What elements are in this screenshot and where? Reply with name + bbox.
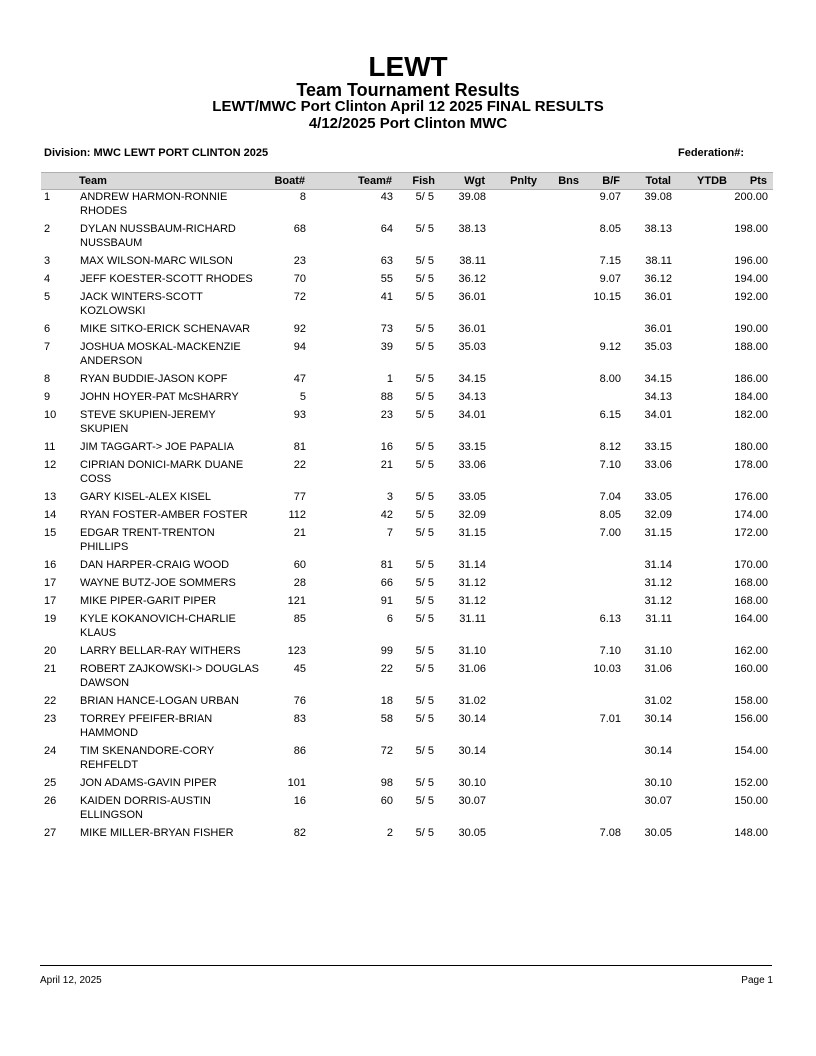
team-number-cell: 99 [380, 645, 393, 657]
points-cell: 160.00 [734, 663, 768, 675]
weight-cell: 38.13 [458, 223, 486, 235]
team-number-cell: 64 [380, 223, 393, 235]
weight-cell: 39.08 [458, 191, 486, 203]
rank-cell: 11 [44, 441, 56, 453]
team-number-cell: 21 [380, 459, 393, 471]
team-number-cell: 55 [380, 273, 393, 285]
team-name-cell: BRIAN HANCE-LOGAN URBAN [80, 695, 239, 707]
column-header-team: Team [79, 175, 107, 187]
points-cell: 176.00 [734, 491, 768, 503]
report-title: LEWT [368, 51, 448, 82]
table-row [0, 508, 816, 526]
fish-count-cell: 5/ 5 [415, 255, 434, 267]
rank-cell: 19 [44, 613, 57, 625]
table-row [0, 222, 816, 254]
team-name-cell: MIKE PIPER-GARIT PIPER [80, 595, 217, 607]
rank-cell: 10 [44, 409, 57, 421]
team-number-cell: 43 [380, 191, 393, 203]
table-row [0, 644, 816, 662]
team-number-cell: 22 [380, 663, 393, 675]
rank-cell: 13 [44, 491, 57, 503]
total-cell: 31.15 [644, 527, 672, 539]
team-number-cell: 60 [380, 795, 393, 807]
fish-count-cell: 5/ 5 [415, 827, 434, 839]
boat-number-cell: 16 [293, 795, 306, 807]
points-cell: 190.00 [734, 323, 768, 335]
boat-number-cell: 121 [287, 595, 306, 607]
points-cell: 186.00 [734, 373, 768, 385]
points-cell: 178.00 [734, 459, 768, 471]
fish-count-cell: 5/ 5 [415, 323, 434, 335]
table-row [0, 612, 816, 644]
weight-cell: 34.01 [458, 409, 486, 421]
team-number-cell: 7 [386, 527, 393, 539]
boat-number-cell: 5 [299, 391, 306, 403]
total-cell: 31.06 [644, 663, 672, 675]
weight-cell: 30.05 [458, 827, 486, 839]
fish-count-cell: 5/ 5 [415, 191, 434, 203]
fish-count-cell: 5/ 5 [415, 509, 434, 521]
table-row [0, 558, 816, 576]
weight-cell: 33.05 [458, 491, 486, 503]
total-cell: 39.08 [644, 191, 672, 203]
table-row [0, 372, 816, 390]
team-number-cell: 18 [380, 695, 393, 707]
team-name-cell: RYAN FOSTER-AMBER FOSTER [80, 509, 248, 521]
points-cell: 168.00 [734, 577, 768, 589]
team-number-cell: 63 [380, 255, 393, 267]
big-fish-cell: 7.04 [599, 491, 621, 503]
boat-number-cell: 112 [288, 509, 306, 521]
weight-cell: 30.14 [458, 745, 486, 757]
team-number-cell: 23 [380, 409, 393, 421]
points-cell: 198.00 [734, 223, 768, 235]
points-cell: 154.00 [734, 745, 768, 757]
table-row [0, 826, 816, 844]
table-row [0, 490, 816, 508]
rank-cell: 25 [44, 777, 57, 789]
points-cell: 158.00 [734, 695, 768, 707]
boat-number-cell: 101 [287, 777, 306, 789]
team-number-cell: 2 [386, 827, 393, 839]
team-name-cell: ROBERT ZAJKOWSKI-> DOUGLAS DAWSON [80, 663, 259, 689]
team-number-cell: 66 [380, 577, 393, 589]
weight-cell: 32.09 [458, 509, 486, 521]
boat-number-cell: 82 [293, 827, 306, 839]
points-cell: 196.00 [734, 255, 768, 267]
total-cell: 34.13 [644, 391, 672, 403]
team-name-cell: EDGAR TRENT-TRENTON PHILLIPS [80, 527, 215, 553]
weight-cell: 38.11 [459, 255, 486, 267]
team-name-cell: JEFF KOESTER-SCOTT RHODES [80, 273, 253, 285]
fish-count-cell: 5/ 5 [415, 223, 434, 235]
fish-count-cell: 5/ 5 [415, 613, 434, 625]
team-name-cell: ANDREW HARMON-RONNIE RHODES [80, 191, 228, 217]
total-cell: 33.05 [644, 491, 672, 503]
team-name-cell: KYLE KOKANOVICH-CHARLIE KLAUS [80, 613, 236, 639]
team-name-cell: CIPRIAN DONICI-MARK DUANE COSS [80, 459, 244, 485]
total-cell: 33.15 [644, 441, 672, 453]
points-cell: 156.00 [734, 713, 768, 725]
column-header-weight: Wgt [464, 175, 485, 187]
rank-cell: 26 [44, 795, 57, 807]
table-row [0, 458, 816, 490]
total-cell: 30.14 [644, 745, 672, 757]
column-header-team-number: Team# [357, 175, 392, 187]
boat-number-cell: 93 [293, 409, 306, 421]
report-subtitle: Team Tournament Results [296, 80, 520, 100]
boat-number-cell: 68 [293, 223, 306, 235]
table-row [0, 744, 816, 776]
team-number-cell: 6 [386, 613, 393, 625]
boat-number-cell: 92 [293, 323, 306, 335]
big-fish-cell: 8.05 [599, 223, 621, 235]
team-name-cell: WAYNE BUTZ-JOE SOMMERS [80, 577, 236, 589]
team-number-cell: 1 [386, 373, 393, 385]
boat-number-cell: 60 [293, 559, 306, 571]
team-name-cell: JACK WINTERS-SCOTT KOZLOWSKI [80, 291, 203, 317]
total-cell: 32.09 [644, 509, 672, 521]
fish-count-cell: 5/ 5 [415, 795, 434, 807]
rank-cell: 15 [44, 527, 57, 539]
points-cell: 200.00 [734, 191, 768, 203]
boat-number-cell: 81 [293, 441, 306, 453]
boat-number-cell: 70 [293, 273, 306, 285]
boat-number-cell: 45 [293, 663, 306, 675]
weight-cell: 31.12 [458, 577, 486, 589]
table-row [0, 440, 816, 458]
fish-count-cell: 5/ 5 [415, 291, 434, 303]
weight-cell: 31.12 [458, 595, 486, 607]
boat-number-cell: 8 [299, 191, 306, 203]
total-cell: 30.05 [644, 827, 672, 839]
weight-cell: 31.06 [458, 663, 486, 675]
boat-number-cell: 123 [287, 645, 306, 657]
fish-count-cell: 5/ 5 [415, 595, 434, 607]
points-cell: 148.00 [734, 827, 768, 839]
big-fish-cell: 6.13 [599, 613, 621, 625]
big-fish-cell: 7.10 [599, 459, 621, 471]
team-number-cell: 42 [380, 509, 393, 521]
table-row [0, 712, 816, 744]
total-cell: 33.06 [644, 459, 672, 471]
big-fish-cell: 6.15 [599, 409, 621, 421]
rank-cell: 23 [44, 713, 57, 725]
table-row [0, 254, 816, 272]
column-header-penalty: Pnlty [510, 175, 537, 187]
total-cell: 38.13 [644, 223, 672, 235]
rank-cell: 1 [44, 191, 51, 203]
table-row [0, 408, 816, 440]
big-fish-cell: 8.05 [599, 509, 621, 521]
column-header-boat: Boat# [274, 175, 305, 187]
table-row [0, 272, 816, 290]
team-name-cell: KAIDEN DORRIS-AUSTIN ELLINGSON [80, 795, 211, 821]
big-fish-cell: 8.12 [599, 441, 621, 453]
boat-number-cell: 22 [293, 459, 306, 471]
points-cell: 170.00 [734, 559, 768, 571]
fish-count-cell: 5/ 5 [415, 695, 434, 707]
team-number-cell: 73 [380, 323, 393, 335]
page-number: Page 1 [741, 975, 773, 986]
team-name-cell: MIKE SITKO-ERICK SCHENAVAR [80, 323, 251, 335]
points-cell: 188.00 [734, 341, 768, 353]
total-cell: 31.12 [644, 595, 672, 607]
boat-number-cell: 77 [293, 491, 306, 503]
total-cell: 31.12 [644, 577, 672, 589]
rank-cell: 16 [44, 559, 57, 571]
boat-number-cell: 28 [293, 577, 306, 589]
boat-number-cell: 21 [293, 527, 306, 539]
team-name-cell: JOSHUA MOSKAL-MACKENZIE ANDERSON [80, 341, 241, 367]
points-cell: 180.00 [734, 441, 768, 453]
fish-count-cell: 5/ 5 [415, 491, 434, 503]
big-fish-cell: 10.15 [593, 291, 621, 303]
fish-count-cell: 5/ 5 [415, 273, 434, 285]
team-number-cell: 81 [380, 559, 393, 571]
team-name-cell: MAX WILSON-MARC WILSON [80, 255, 233, 267]
total-cell: 31.10 [644, 645, 672, 657]
event-date-location: 4/12/2025 Port Clinton MWC [308, 115, 508, 132]
weight-cell: 36.01 [458, 291, 486, 303]
big-fish-cell: 7.00 [599, 527, 621, 539]
weight-cell: 30.07 [458, 795, 486, 807]
rank-cell: 12 [44, 459, 57, 471]
weight-cell: 30.10 [458, 777, 486, 789]
points-cell: 168.00 [734, 595, 768, 607]
table-row [0, 662, 816, 694]
total-cell: 31.11 [645, 613, 672, 625]
weight-cell: 31.10 [458, 645, 486, 657]
team-name-cell: GARY KISEL-ALEX KISEL [80, 491, 212, 503]
points-cell: 164.00 [734, 613, 768, 625]
weight-cell: 36.12 [458, 273, 486, 285]
rank-cell: 14 [44, 509, 57, 521]
column-header-big-fish: B/F [602, 175, 620, 187]
weight-cell: 34.13 [458, 391, 486, 403]
rank-cell: 2 [44, 223, 51, 235]
fish-count-cell: 5/ 5 [415, 577, 434, 589]
weight-cell: 31.15 [458, 527, 486, 539]
team-number-cell: 91 [380, 595, 393, 607]
big-fish-cell: 7.10 [599, 645, 621, 657]
big-fish-cell: 7.15 [599, 255, 621, 267]
boat-number-cell: 83 [293, 713, 306, 725]
total-cell: 30.10 [644, 777, 672, 789]
rank-cell: 17 [44, 577, 57, 589]
big-fish-cell: 8.00 [599, 373, 621, 385]
points-cell: 182.00 [734, 409, 768, 421]
rank-cell: 3 [44, 255, 51, 267]
rank-cell: 8 [44, 373, 51, 385]
team-number-cell: 58 [380, 713, 393, 725]
rank-cell: 17 [44, 595, 57, 607]
table-row [0, 190, 816, 222]
team-name-cell: RYAN BUDDIE-JASON KOPF [80, 373, 228, 385]
boat-number-cell: 86 [293, 745, 306, 757]
table-row [0, 576, 816, 594]
table-row [0, 776, 816, 794]
rank-cell: 7 [44, 341, 51, 353]
team-number-cell: 16 [380, 441, 393, 453]
points-cell: 150.00 [734, 795, 768, 807]
column-header-bonus: Bns [558, 175, 579, 187]
points-cell: 172.00 [734, 527, 768, 539]
column-header-points: Pts [749, 175, 767, 187]
fish-count-cell: 5/ 5 [415, 663, 434, 675]
rank-cell: 24 [44, 745, 57, 757]
rank-cell: 27 [44, 827, 57, 839]
team-name-cell: DAN HARPER-CRAIG WOOD [80, 559, 230, 571]
total-cell: 34.01 [644, 409, 672, 421]
total-cell: 31.02 [644, 695, 672, 707]
team-number-cell: 39 [380, 341, 393, 353]
fish-count-cell: 5/ 5 [415, 559, 434, 571]
rank-cell: 4 [44, 273, 51, 285]
footer-date: April 12, 2025 [40, 975, 102, 986]
total-cell: 36.12 [644, 273, 672, 285]
table-row [0, 290, 816, 322]
total-cell: 35.03 [644, 341, 672, 353]
big-fish-cell: 9.07 [599, 191, 621, 203]
points-cell: 162.00 [734, 645, 768, 657]
total-cell: 38.11 [645, 255, 672, 267]
team-name-cell: DYLAN NUSSBAUM-RICHARD NUSSBAUM [80, 223, 236, 249]
rank-cell: 22 [44, 695, 57, 707]
boat-number-cell: 76 [293, 695, 306, 707]
federation-label: Federation#: [678, 147, 745, 159]
fish-count-cell: 5/ 5 [415, 645, 434, 657]
column-header-ytdb: YTDB [697, 175, 727, 187]
boat-number-cell: 94 [293, 341, 306, 353]
team-number-cell: 3 [386, 491, 393, 503]
team-name-cell: TIM SKENANDORE-CORY REHFELDT [80, 745, 215, 771]
points-cell: 174.00 [734, 509, 768, 521]
big-fish-cell: 9.07 [599, 273, 621, 285]
weight-cell: 33.06 [458, 459, 486, 471]
points-cell: 184.00 [734, 391, 768, 403]
team-name-cell: STEVE SKUPIEN-JEREMY SKUPIEN [80, 409, 216, 435]
division-label: Division: MWC LEWT PORT CLINTON 2025 [44, 147, 269, 159]
fish-count-cell: 5/ 5 [415, 713, 434, 725]
fish-count-cell: 5/ 5 [415, 527, 434, 539]
fish-count-cell: 5/ 5 [415, 459, 434, 471]
fish-count-cell: 5/ 5 [415, 341, 434, 353]
weight-cell: 34.15 [458, 373, 486, 385]
total-cell: 31.14 [644, 559, 672, 571]
rank-cell: 5 [44, 291, 51, 303]
team-name-cell: LARRY BELLAR-RAY WITHERS [80, 645, 241, 657]
total-cell: 36.01 [644, 291, 672, 303]
boat-number-cell: 47 [293, 373, 306, 385]
weight-cell: 31.11 [459, 613, 486, 625]
fish-count-cell: 5/ 5 [415, 373, 434, 385]
team-name-cell: JIM TAGGART-> JOE PAPALIA [80, 441, 234, 453]
fish-count-cell: 5/ 5 [415, 391, 434, 403]
points-cell: 192.00 [734, 291, 768, 303]
boat-number-cell: 23 [293, 255, 306, 267]
table-row [0, 390, 816, 408]
weight-cell: 31.14 [458, 559, 486, 571]
points-cell: 194.00 [734, 273, 768, 285]
boat-number-cell: 72 [293, 291, 306, 303]
results-table-body [0, 190, 816, 844]
table-header [41, 172, 773, 190]
rank-cell: 6 [44, 323, 51, 335]
weight-cell: 31.02 [458, 695, 486, 707]
big-fish-cell: 9.12 [599, 341, 621, 353]
fish-count-cell: 5/ 5 [415, 745, 434, 757]
team-name-cell: JOHN HOYER-PAT McSHARRY [80, 391, 239, 403]
table-row [0, 694, 816, 712]
column-header-total: Total [645, 175, 671, 187]
big-fish-cell: 7.01 [599, 713, 621, 725]
total-cell: 36.01 [644, 323, 672, 335]
weight-cell: 33.15 [458, 441, 486, 453]
rank-cell: 9 [44, 391, 51, 403]
big-fish-cell: 10.03 [593, 663, 621, 675]
table-row [0, 526, 816, 558]
boat-number-cell: 85 [293, 613, 306, 625]
column-header-fish: Fish [412, 175, 435, 187]
rank-cell: 21 [44, 663, 57, 675]
table-row [0, 794, 816, 826]
fish-count-cell: 5/ 5 [415, 441, 434, 453]
points-cell: 152.00 [734, 777, 768, 789]
team-name-cell: MIKE MILLER-BRYAN FISHER [80, 827, 234, 839]
total-cell: 34.15 [644, 373, 672, 385]
weight-cell: 36.01 [458, 323, 486, 335]
fish-count-cell: 5/ 5 [415, 777, 434, 789]
team-name-cell: TORREY PFEIFER-BRIAN HAMMOND [80, 713, 213, 739]
event-name: LEWT/MWC Port Clinton April 12 2025 FINAL RESULTS [212, 98, 604, 115]
team-name-cell: JON ADAMS-GAVIN PIPER [80, 777, 217, 789]
table-row [0, 340, 816, 372]
big-fish-cell: 7.08 [599, 827, 621, 839]
total-cell: 30.14 [644, 713, 672, 725]
table-row [0, 322, 816, 340]
team-number-cell: 88 [380, 391, 393, 403]
fish-count-cell: 5/ 5 [415, 409, 434, 421]
weight-cell: 35.03 [458, 341, 486, 353]
rank-cell: 20 [44, 645, 57, 657]
team-number-cell: 72 [380, 745, 393, 757]
team-number-cell: 41 [380, 291, 393, 303]
footer-divider [40, 965, 772, 966]
weight-cell: 30.14 [458, 713, 486, 725]
team-number-cell: 98 [380, 777, 393, 789]
total-cell: 30.07 [644, 795, 672, 807]
table-row [0, 594, 816, 612]
